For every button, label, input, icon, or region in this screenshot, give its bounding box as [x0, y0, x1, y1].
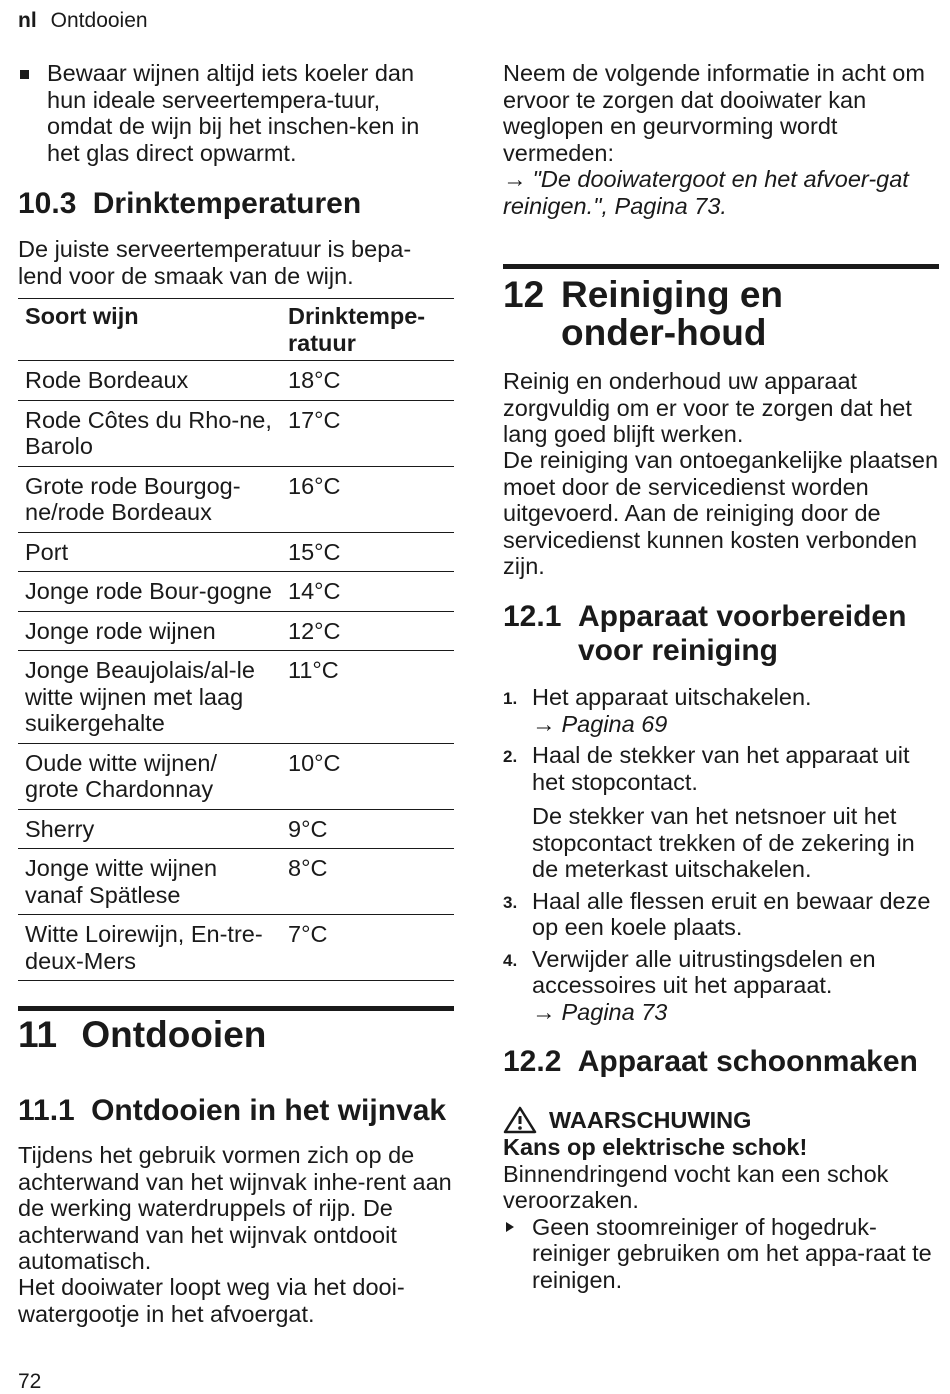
- table-row: [18, 361, 454, 401]
- step-2: [503, 742, 939, 795]
- table-row: [18, 400, 454, 466]
- heading-title: Apparaat schoonmaken: [577, 1045, 918, 1078]
- step-3: [503, 888, 939, 941]
- table-row: [18, 651, 454, 744]
- table-row: [18, 611, 454, 651]
- step-link-text[interactable]: Pagina 73: [561, 998, 668, 1025]
- heading-title: Ontdooien: [81, 1014, 267, 1055]
- step-link[interactable]: [532, 999, 667, 1025]
- heading-12-2: [503, 1045, 939, 1079]
- arrow-right-icon: →: [532, 998, 556, 1025]
- warning-triangle-icon: [503, 1106, 537, 1134]
- heading-number: 12.1: [503, 600, 562, 633]
- wine-type-cell: Witte Loirewijn, En-tre-deux-Mers: [25, 921, 263, 974]
- heading-number: 11.1: [18, 1094, 75, 1127]
- warning-block: [503, 1106, 939, 1293]
- wine-type-cell: Jonge rode wijnen: [25, 617, 216, 644]
- step-text: Haal alle flessen eruit en bewaar deze op een koele plaats.: [532, 887, 931, 940]
- warning-text: Binnendringend vocht kan een schok veroorzaken.: [503, 1160, 889, 1213]
- table-row: [18, 572, 454, 612]
- heading-number: 10.3: [18, 187, 77, 220]
- section-12-paragraph-1: Reinig en onderhoud uw apparaat zorgvuldig om er voor te zorgen dat het lang goed blijft werken.: [503, 368, 912, 447]
- heading-title: Reiniging en onder-houd: [561, 274, 783, 353]
- temperature-cell: 9°C: [288, 815, 328, 842]
- language-code: nl: [18, 9, 37, 32]
- preparation-steps: [503, 684, 939, 1025]
- step-number: 3.: [503, 892, 518, 912]
- heading-title: Apparaat voorbereiden voor reiniging: [578, 600, 907, 667]
- heading-10-3: [18, 187, 454, 221]
- temperature-cell: 7°C: [288, 921, 328, 947]
- heading-number: 12.2: [503, 1045, 562, 1078]
- step-number: 1.: [503, 689, 518, 708]
- table-row: [18, 743, 454, 809]
- temperature-cell: 16°C: [288, 472, 341, 499]
- heading-title: Drinktemperaturen: [92, 187, 362, 220]
- heading-11-1: [18, 1094, 454, 1128]
- heading-title: Ontdooien in het wijnvak: [91, 1094, 447, 1127]
- wine-type-cell: Jonge Beaujolais/al-le witte wijnen met laag suikergehalte: [25, 657, 255, 736]
- temperature-cell: 15°C: [288, 538, 341, 565]
- warning-header: [503, 1106, 939, 1134]
- warning-action: Geen stoomreiniger of hogedruk-reiniger gebruiken om het appa-raat te reinigen.: [503, 1214, 932, 1294]
- step-1: [503, 684, 939, 737]
- temperature-table: [18, 298, 454, 981]
- section-10-3-text: De juiste serveertemperatuur is bepa-lend voor de smaak van de wijn.: [18, 236, 412, 289]
- page-header: [18, 9, 148, 33]
- column-header-wine: Soort wijn: [25, 303, 139, 329]
- step-number: 4.: [503, 950, 518, 970]
- page-number: 72: [18, 1370, 42, 1393]
- temperature-cell: 12°C: [288, 617, 341, 644]
- arrow-right-icon: →: [532, 710, 556, 737]
- table-row: [18, 466, 454, 532]
- intro-bullet: Bewaar wijnen altijd iets koeler dan hun ideale serveertempera-tuur, omdat de wijn bij het inschen-ken in het glas direct opwarmt.: [18, 60, 451, 166]
- wine-type-cell: Rode Côtes du Rho-ne, Barolo: [25, 406, 272, 459]
- table-row: [18, 849, 454, 915]
- header-section: Ontdooien: [50, 9, 148, 32]
- wine-type-cell: Oude witte wijnen/ grote Chardonnay: [25, 749, 218, 802]
- table-header-row: [18, 299, 454, 361]
- step-4: [503, 946, 939, 1026]
- temperature-cell: 18°C: [288, 367, 341, 393]
- step-link-text[interactable]: Pagina 69: [561, 710, 668, 737]
- column-header-temp: Drinktempe-ratuur: [288, 303, 426, 356]
- wine-type-cell: Rode Bordeaux: [25, 367, 189, 393]
- step-text: Verwijder alle uitrustingsdelen en accessoires uit het apparaat.: [532, 945, 876, 998]
- drain-intro-text: Neem de volgende informatie in acht om ervoor te zorgen dat dooiwater kan weglopen en geurvorming wordt vermeden:: [503, 60, 925, 166]
- temperature-cell: 14°C: [288, 578, 341, 604]
- warning-label: WAARSCHUWING: [549, 1107, 752, 1133]
- arrow-right-icon: →: [503, 166, 527, 192]
- heading-12-1: [503, 600, 939, 668]
- wine-type-cell: Port: [25, 538, 69, 565]
- temperature-cell: 10°C: [288, 749, 341, 776]
- table-row: [18, 915, 454, 981]
- table-row: [18, 809, 454, 849]
- temperature-cell: 8°C: [288, 855, 328, 881]
- wine-type-cell: Jonge witte wijnen vanaf Spätlese: [25, 855, 218, 908]
- section-12-paragraph-2: De reiniging van ontoegankelijke plaatsen moet door de servicedienst worden uitgevoerd. Aan de reiniging door de servicedienst kunnen kosten verbonden zijn.: [503, 447, 939, 579]
- wine-type-cell: Grote rode Bourgog-ne/rode Bordeaux: [25, 472, 241, 525]
- step-number: 2.: [503, 747, 518, 766]
- cross-reference-text[interactable]: "De dooiwatergoot en het afvoer-gat reinigen.", Pagina 73.: [503, 166, 909, 219]
- warning-risk: Kans op elektrische schok!: [503, 1134, 808, 1160]
- section-11-1-paragraph-1: Tijdens het gebruik vormen zich op de achterwand van het wijnvak inhe-rent aan de werking waterdruppels of rijp. De achterwand van het wijnvak ontdooit automatisch.: [18, 1142, 452, 1274]
- table-row: [18, 532, 454, 572]
- heading-number: 11: [18, 1014, 58, 1055]
- heading-number: 12: [503, 274, 545, 315]
- step-text: Het apparaat uitschakelen.: [532, 684, 812, 710]
- step-2-note: [503, 803, 939, 883]
- temperature-cell: 17°C: [288, 406, 341, 433]
- heading-11: [18, 1016, 454, 1054]
- step-link[interactable]: [532, 711, 667, 737]
- section-divider: [503, 264, 939, 269]
- drain-cross-reference[interactable]: [503, 166, 939, 219]
- section-divider: [18, 1006, 454, 1011]
- temperature-cell: 11°C: [288, 657, 339, 683]
- section-11-1-paragraph-2: Het dooiwater loopt weg via het dooi-watergootje in het afvoergat.: [18, 1274, 405, 1327]
- step-note-text: De stekker van het netsnoer uit het stopcontact trekken of de zekering in de meterkast uitschakelen.: [532, 803, 915, 882]
- step-text: Haal de stekker van het apparaat uit het stopcontact.: [532, 742, 910, 795]
- wine-type-cell: Sherry: [25, 815, 95, 842]
- heading-12: [503, 276, 939, 352]
- wine-type-cell: Jonge rode Bour-gogne: [25, 578, 272, 604]
